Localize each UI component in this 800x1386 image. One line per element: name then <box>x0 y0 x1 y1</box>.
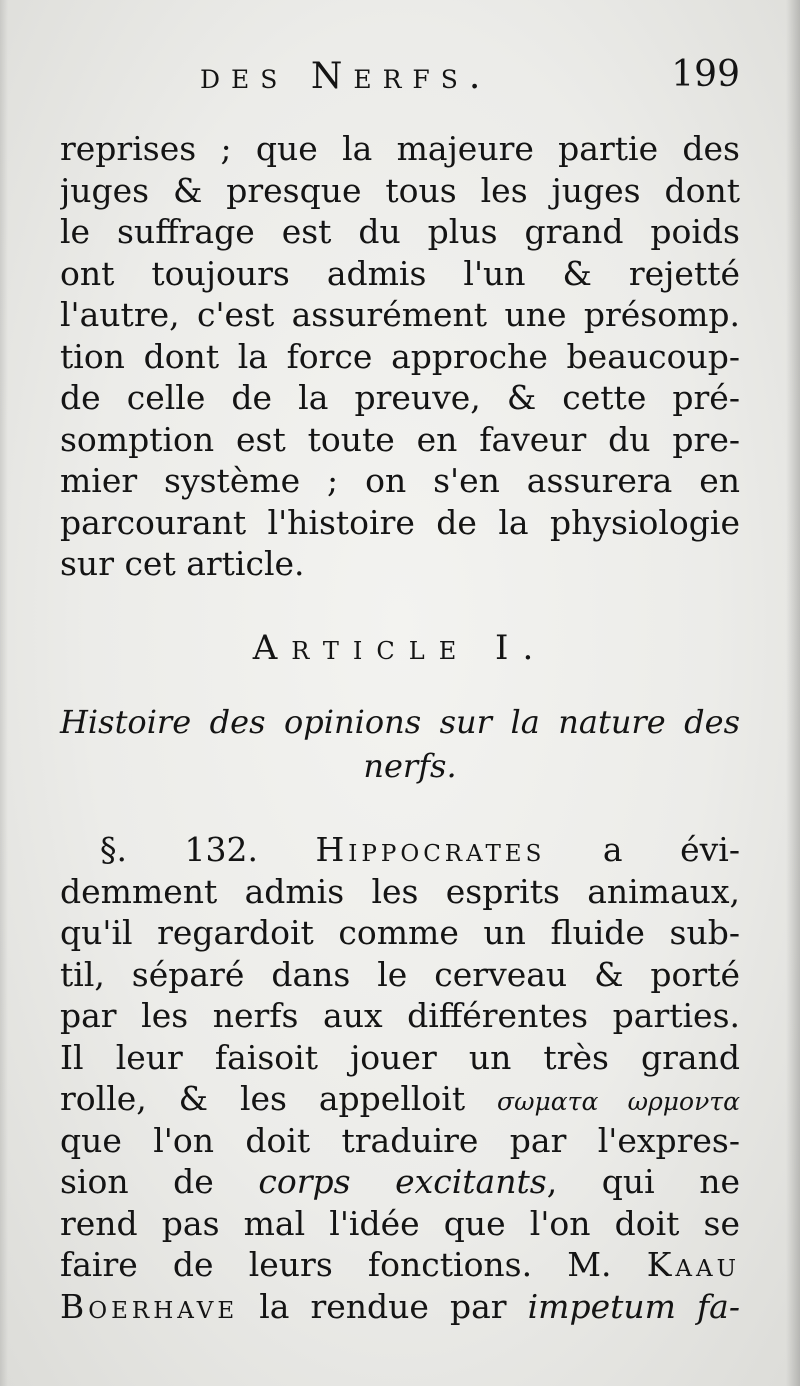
text-line <box>60 1245 740 1287</box>
page-right-shadow <box>786 0 800 1386</box>
text-line <box>60 830 740 872</box>
page-number: 199 <box>671 54 740 95</box>
person-name: Boerhave <box>60 1286 239 1326</box>
text-line: parcourant l'histoire de la physiologie <box>60 502 740 542</box>
subtitle-line: nerfs. <box>363 747 457 785</box>
text-fragment: rolle, & les appelloit <box>60 1079 466 1118</box>
text-line <box>60 1287 740 1329</box>
text-line: par les nerfs aux différentes parties. <box>60 996 740 1035</box>
running-head <box>200 50 740 100</box>
text-line <box>60 1079 740 1121</box>
italic-term: corps excitants <box>258 1162 547 1201</box>
paragraph-continued <box>60 128 740 585</box>
running-title: des Nerfs. <box>200 56 492 97</box>
text-line: demment admis les esprits animaux, <box>60 871 740 911</box>
text-fragment: a évi- <box>602 830 740 869</box>
text-fragment: , qui ne <box>546 1162 740 1201</box>
text-line: til, séparé dans le cerveau & porté <box>60 954 740 994</box>
text-fragment: la rendue par <box>259 1286 507 1326</box>
text-fragment: sion de <box>60 1162 214 1201</box>
text-line: tion dont la force approche beaucoup- <box>60 336 740 376</box>
page-left-shadow <box>0 0 8 1386</box>
text-line: mier système ; on s'en assurera en <box>60 461 740 500</box>
text-fragment: faire de leurs fonctions. M. <box>60 1245 612 1284</box>
greek-term: σωματα ωρμοντα <box>497 1087 740 1116</box>
article-heading: Article I. <box>252 628 548 668</box>
person-name: Kaau <box>646 1245 740 1284</box>
italic-term: impetum fa- <box>527 1286 740 1326</box>
person-name: Hippocrates <box>315 830 546 869</box>
section-number: §. 132. <box>100 830 258 869</box>
text-line: rend pas mal l'idée que l'on doit se <box>60 1203 740 1243</box>
text-line: sur cet article. <box>60 544 305 583</box>
text-line: qu'il regardoit comme un fluide sub- <box>60 913 740 952</box>
text-line: somption est toute en faveur du pre- <box>60 419 740 459</box>
text-line: Il leur faisoit jouer un très grand <box>60 1037 740 1077</box>
section-paragraph <box>60 830 740 1328</box>
text-line: ont toujours admis l'un & rejetté <box>60 253 740 293</box>
article-subtitle <box>60 700 740 788</box>
subtitle-line: Histoire des opinions sur la nature des <box>60 703 740 741</box>
text-line: reprises ; que la majeure partie des <box>60 129 740 168</box>
text-line: l'autre, c'est assurément une présomp. <box>60 295 740 334</box>
text-line: le suffrage est du plus grand poids <box>60 212 740 251</box>
text-line: juges & presque tous les juges dont <box>60 170 740 210</box>
text-line <box>60 1162 740 1204</box>
text-line: que l'on doit traduire par l'expres- <box>60 1120 740 1160</box>
text-line: de celle de la preuve, & cette pré- <box>60 378 740 417</box>
